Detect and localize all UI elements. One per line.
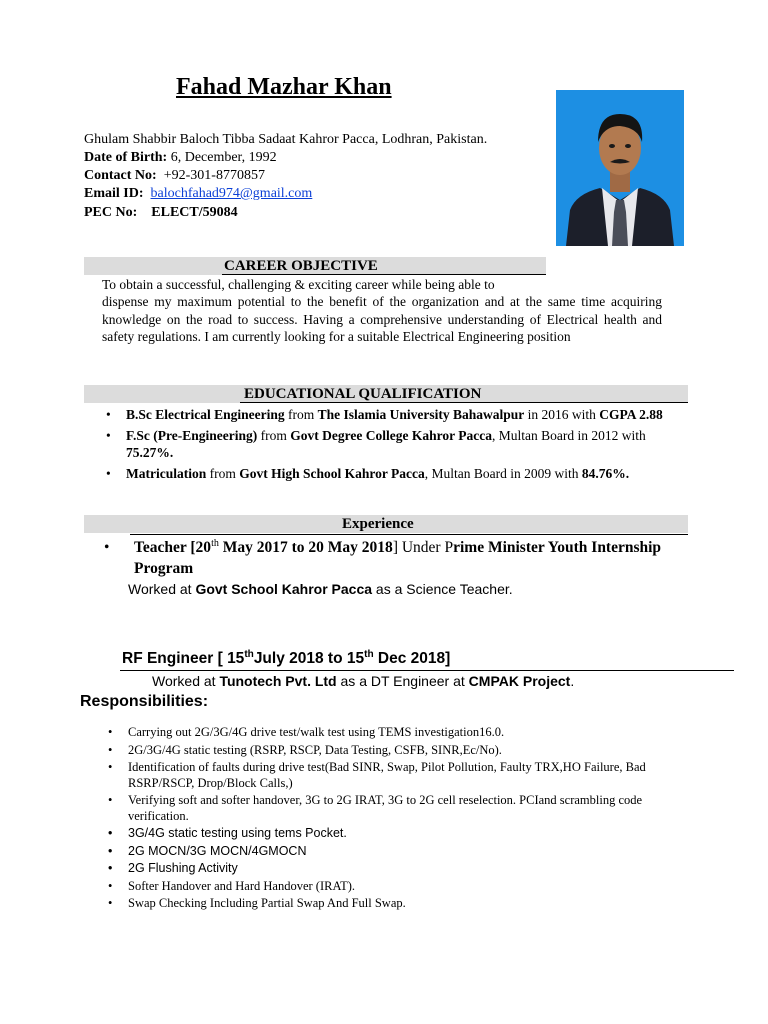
rf-engineer-description: Worked at Tunotech Pvt. Ltd as a DT Engineer at CMPAK Project. [152,673,575,689]
education-list [102,406,694,486]
pec-label: PEC No: [84,205,138,220]
responsibility-item: • Identification of faults during drive test(Bad SINR, Swap, Pilot Pollution, Faulty TRX,HO Failure, Bad RSRP/RSCP, Drop/Block Calls,) [104,760,684,791]
section-divider [240,402,688,403]
career-objective-header [84,257,546,275]
contact-value: +92-301-8770857 [163,168,265,183]
teacher-entry: • Teacher [20th May 2017 to 20 May 2018] Under Prime Minister Youth Internship Program [104,537,662,577]
experience-title: Experience [342,516,414,532]
education-item: • B.Sc Electrical Engineering from The Islamia University Bahawalpur in 2016 with CGPA 2.88 [102,406,694,423]
section-divider [130,534,688,535]
responsibility-item: • Swap Checking Including Partial Swap And Full Swap. [104,896,684,912]
candidate-name: Fahad Mazhar Khan [176,74,392,100]
responsibility-item: • 2G MOCN/3G MOCN/4GMOCN [104,844,684,860]
education-item: • Matriculation from Govt High School Kahror Pacca, Multan Board in 2009 with 84.76%. [102,465,694,482]
address: Ghulam Shabbir Baloch Tibba Sadaat Kahror Pacca, Lodhran, Pakistan. [84,132,488,147]
portrait-image [556,90,684,246]
responsibilities-heading: Responsibilities: [80,693,209,710]
responsibility-item: • 3G/4G static testing using tems Pocket. [104,826,684,842]
email [84,185,312,203]
experience-header [84,515,688,533]
contact-number [84,167,265,185]
dob-value: 6, December, 1992 [170,150,277,165]
rf-engineer-title: RF Engineer [ 15thJuly 2018 to 15th Dec 2018] [122,648,451,667]
profile-photo [556,90,684,246]
responsibility-item: • 2G/3G/4G static testing (RSRP, RSCP, Data Testing, CSFB, SINR,Ec/No). [104,743,684,759]
education-header [84,385,688,403]
teacher-description: Worked at Govt School Kahror Pacca as a Science Teacher. [128,581,513,597]
education-item: • F.Sc (Pre-Engineering) from Govt Degree College Kahror Pacca, Multan Board in 2012 with 75.27%. [102,427,694,461]
section-divider [120,670,734,671]
contact-label: Contact No: [84,168,157,183]
email-link[interactable]: balochfahad974@gmail.com [150,186,313,201]
responsibility-item: • 2G Flushing Activity [104,861,684,877]
responsibility-item: • Carrying out 2G/3G/4G drive test/walk test using TEMS investigation16.0. [104,725,684,741]
career-objective-first-line: To obtain a successful, challenging & exciting career while being able to [102,277,495,292]
career-objective-title: CAREER OBJECTIVE [224,258,378,274]
date-of-birth [84,149,277,167]
responsibility-item: • Softer Handover and Hard Handover (IRAT). [104,879,684,895]
email-label: Email ID: [84,186,144,201]
dob-label: Date of Birth: [84,150,168,165]
education-title: EDUCATIONAL QUALIFICATION [244,386,482,402]
pec-value: ELECT/59084 [151,205,238,220]
responsibility-item: • Verifying soft and softer handover, 3G to 2G IRAT, 3G to 2G cell reselection. PCIand scrambling code verification. [104,793,684,824]
responsibilities-list [104,725,684,914]
section-divider [222,274,546,275]
pec-number [84,204,238,222]
career-objective-text: dispense my maximum potential to the benefit of the organization and at the same time acquiring knowledge on the road to success. Having a comprehensive understanding of Electrical health and safety regulations. I am currently looking for a suitable Electrical Engineering position [102,294,662,344]
bullet: • [104,539,110,556]
